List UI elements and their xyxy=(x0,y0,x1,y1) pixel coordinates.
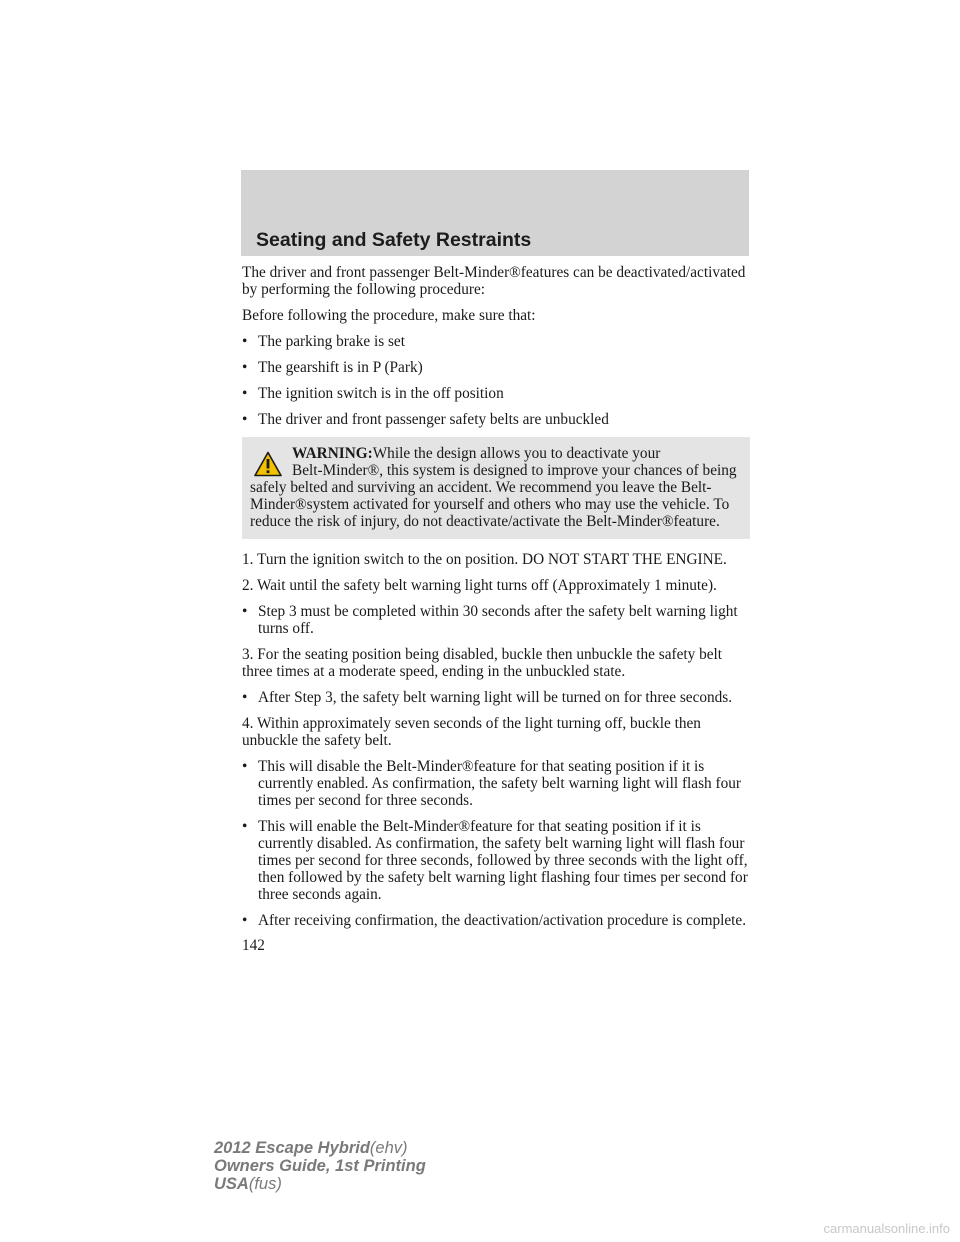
footer-model-code: (ehv) xyxy=(369,1139,408,1157)
bullet-glyph: • xyxy=(242,818,248,835)
step-2: 2. Wait until the safety belt warning light turns off (Approximately 1 minute). xyxy=(242,577,717,594)
list-item xyxy=(242,411,750,428)
footer-line-2: Owners Guide, 1st Printing xyxy=(214,1157,426,1175)
list-item-text: This will enable the Belt-Minder®feature for that seating position if it is currently disabled. As confirmation, the safety belt warning light will flash four times per second for three seconds, followed by three seconds with the light off, then followed by the safety belt warning light flashing four times per second for three seconds again. xyxy=(258,818,748,903)
list-item-text: The driver and front passenger safety belts are unbuckled xyxy=(258,411,609,428)
step-3: 3. For the seating position being disabled, buckle then unbuckle the safety belt three times at a moderate speed, ending in the unbuckled state. xyxy=(242,646,723,680)
warning-triangle-icon xyxy=(254,451,282,477)
list-item-text: The gearshift is in P (Park) xyxy=(258,359,423,376)
list-item xyxy=(242,333,750,350)
footer-model: 2012 Escape Hybrid xyxy=(214,1139,370,1157)
list-item xyxy=(242,385,750,402)
bullet-glyph: • xyxy=(242,603,248,620)
bullet-glyph: • xyxy=(242,385,248,402)
list-item-text: This will disable the Belt-Minder®feature for that seating position if it is currently enabled. As confirmation, the safety belt warning light will flash four times per second for three seconds. xyxy=(258,758,741,809)
list-item-text: Step 3 must be completed within 30 seconds after the safety belt warning light turns off. xyxy=(258,603,738,637)
bullet-glyph: • xyxy=(242,359,248,376)
step-4: 4. Within approximately seven seconds of the light turning off, buckle then unbuckle the safety belt. xyxy=(242,715,701,749)
bullet-glyph: • xyxy=(242,411,248,428)
list-item xyxy=(242,912,750,929)
warning-first-line xyxy=(250,445,742,462)
page-number: 142 xyxy=(242,937,265,954)
footer-market-code: (fus) xyxy=(248,1175,282,1193)
list-item-text: The ignition switch is in the off position xyxy=(258,385,504,402)
warning-label: WARNING: xyxy=(292,445,373,462)
step-1: 1. Turn the ignition switch to the on position. DO NOT START THE ENGINE. xyxy=(242,551,727,568)
warning-first-text: While the design allows you to deactivate your xyxy=(372,445,661,462)
list-item xyxy=(242,818,750,903)
footer-market: USA xyxy=(214,1175,249,1193)
list-item xyxy=(242,603,750,637)
page-content xyxy=(242,264,750,954)
warning-box xyxy=(242,437,750,539)
bullet-glyph: • xyxy=(242,912,248,929)
list-item-text: After Step 3, the safety belt warning light will be turned on for three seconds. xyxy=(258,689,733,706)
list-item xyxy=(242,758,750,809)
footer-line-3 xyxy=(214,1175,426,1193)
bullet-glyph: • xyxy=(242,689,248,706)
list-item-text: After receiving confirmation, the deactivation/activation procedure is complete. xyxy=(258,912,747,929)
bullet-glyph: • xyxy=(242,333,248,350)
list-item xyxy=(242,359,750,376)
bullet-glyph: • xyxy=(242,758,248,775)
list-item xyxy=(242,689,750,706)
document-footer xyxy=(214,1139,426,1193)
precheck-paragraph: Before following the procedure, make sure that: xyxy=(242,307,536,324)
intro-paragraph: The driver and front passenger Belt-Minder®features can be deactivated/activated by performing the following procedure: xyxy=(242,264,746,298)
watermark: carmanualsonline.info xyxy=(823,1221,950,1236)
footer-line-1 xyxy=(214,1139,426,1157)
warning-body: Belt-Minder®, this system is designed to improve your chances of being safely belted and surviving an accident. We recommend you leave the Belt-Minder®system activated for yourself and others who may use the vehicle. To reduce the risk of injury, do not deactivate/activate the Belt-Minder®feature. xyxy=(250,462,737,530)
section-title: Seating and Safety Restraints xyxy=(256,229,532,251)
list-item-text: The parking brake is set xyxy=(258,333,405,350)
